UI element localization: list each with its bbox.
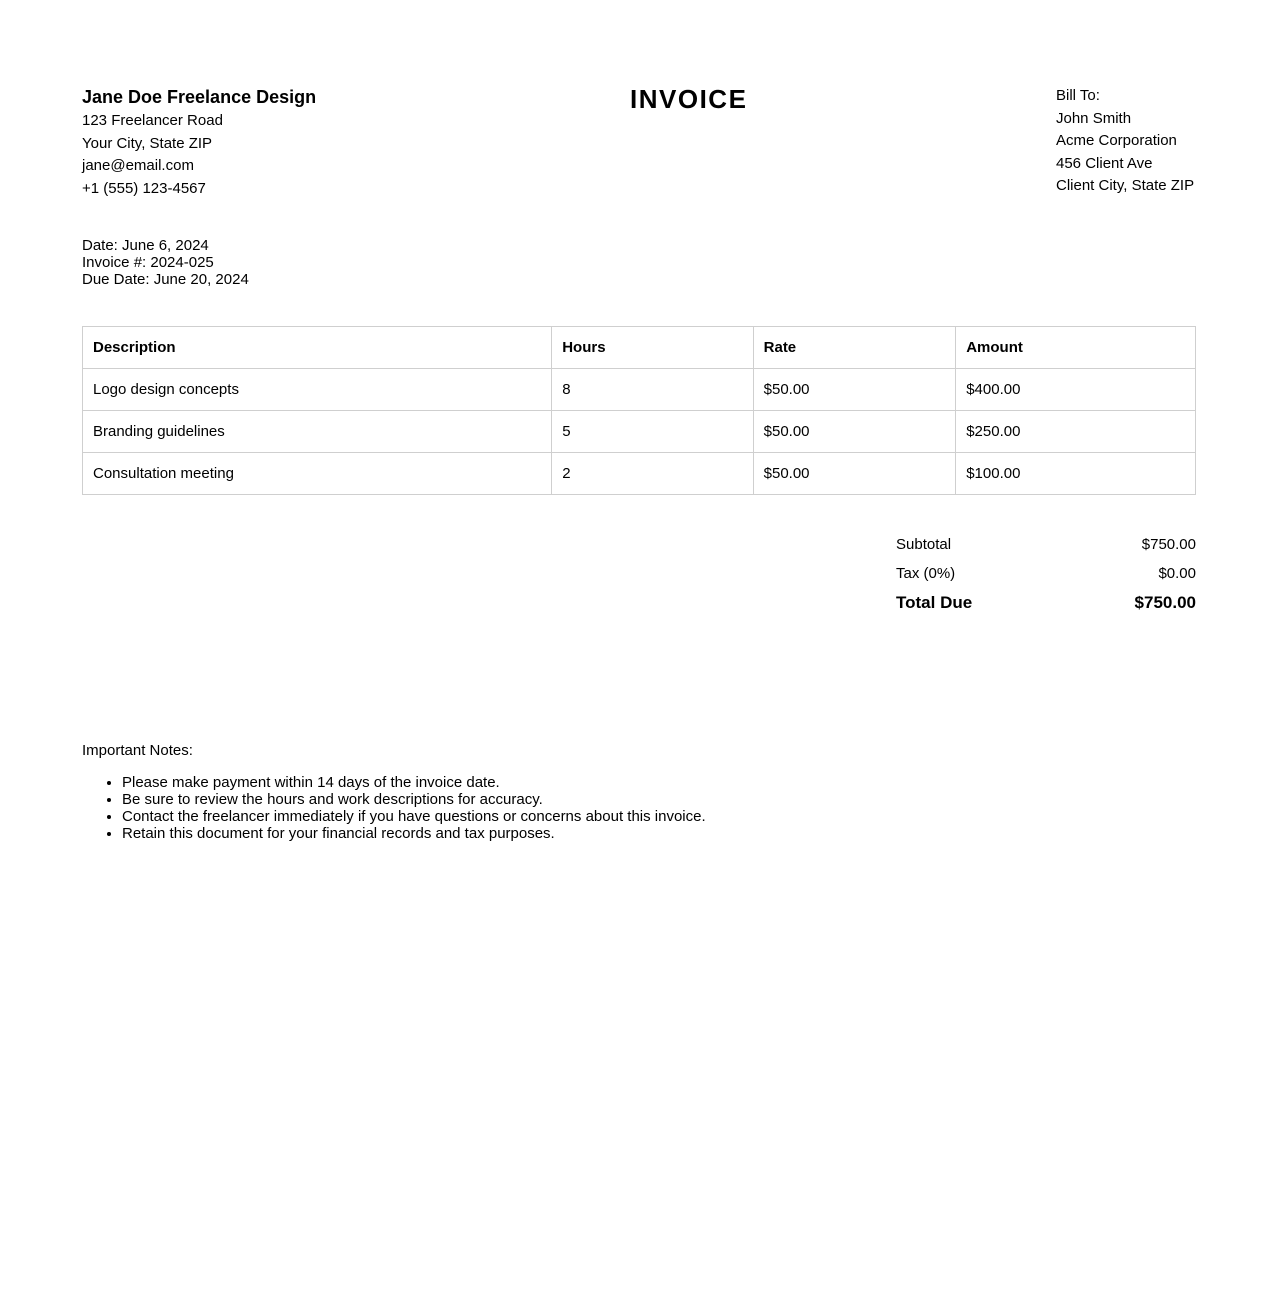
cell-amount: $250.00: [956, 411, 1196, 453]
sender-name: Jane Doe Freelance Design: [82, 87, 317, 107]
subtotal-label: Subtotal: [896, 536, 952, 553]
cell-amount: $400.00: [956, 369, 1196, 411]
cell-rate: $50.00: [753, 411, 956, 453]
subtotal-row: [896, 535, 1196, 555]
bill-to-block: [1056, 85, 1196, 198]
line-items-table: [82, 326, 1196, 495]
client-address-line1: 456 Client Ave: [1056, 154, 1153, 172]
client-name: John Smith: [1056, 109, 1132, 127]
tax-label: Tax (0%): [896, 565, 956, 582]
list-item: • Retain this document for your financial records and tax purposes.: [122, 825, 982, 842]
invoice-number: Invoice #: 2024-025: [82, 254, 214, 271]
table-header-row: [83, 327, 1196, 369]
cell-description: Logo design concepts: [83, 369, 552, 411]
subtotal-value: $750.00: [1141, 536, 1196, 553]
tax-value: $0.00: [1158, 565, 1196, 582]
client-address-line2: Client City, State ZIP: [1056, 177, 1195, 194]
header-hours: Hours: [552, 327, 753, 369]
cell-hours: 8: [552, 369, 753, 411]
cell-amount: $100.00: [956, 453, 1196, 495]
sender-address-line2: Your City, State ZIP: [82, 134, 213, 152]
header-rate: Rate: [753, 327, 956, 369]
cell-hours: 5: [552, 411, 753, 453]
table-row: [83, 369, 1196, 411]
bill-to-label: Bill To:: [1056, 87, 1100, 104]
invoice-date: Date: June 6, 2024: [82, 237, 209, 254]
list-item: • Please make payment within 14 days of the invoice date.: [122, 774, 982, 791]
totals-block: [896, 535, 1196, 622]
sender-email: jane@email.com: [82, 157, 194, 175]
cell-rate: $50.00: [753, 453, 956, 495]
total-due-value: $750.00: [1134, 593, 1196, 612]
sender-phone: +1 (555) 123-4567: [82, 180, 206, 198]
client-company: Acme Corporation: [1056, 132, 1177, 149]
total-due-label: Total Due: [896, 593, 973, 612]
list-item: • Contact the freelancer immediately if you have questions or concerns about this invoice.: [122, 808, 982, 825]
total-due-row: [896, 593, 1196, 613]
invoice-meta: [82, 237, 249, 288]
invoice-title: INVOICE: [630, 84, 748, 114]
notes-list: [82, 774, 982, 842]
notes-title: Important Notes:: [82, 742, 193, 759]
table-row: [83, 453, 1196, 495]
cell-description: Branding guidelines: [83, 411, 552, 453]
list-item: • Be sure to review the hours and work descriptions for accuracy.: [122, 791, 982, 808]
table-row: [83, 411, 1196, 453]
tax-row: [896, 564, 1196, 584]
sender-address-line1: 123 Freelancer Road: [82, 112, 223, 129]
invoice-due-date: Due Date: June 20, 2024: [82, 271, 249, 288]
header-amount: Amount: [956, 327, 1196, 369]
notes-section: [82, 742, 982, 842]
sender-block: [82, 86, 402, 201]
header-description: Description: [83, 327, 552, 369]
cell-rate: $50.00: [753, 369, 956, 411]
cell-hours: 2: [552, 453, 753, 495]
cell-description: Consultation meeting: [83, 453, 552, 495]
